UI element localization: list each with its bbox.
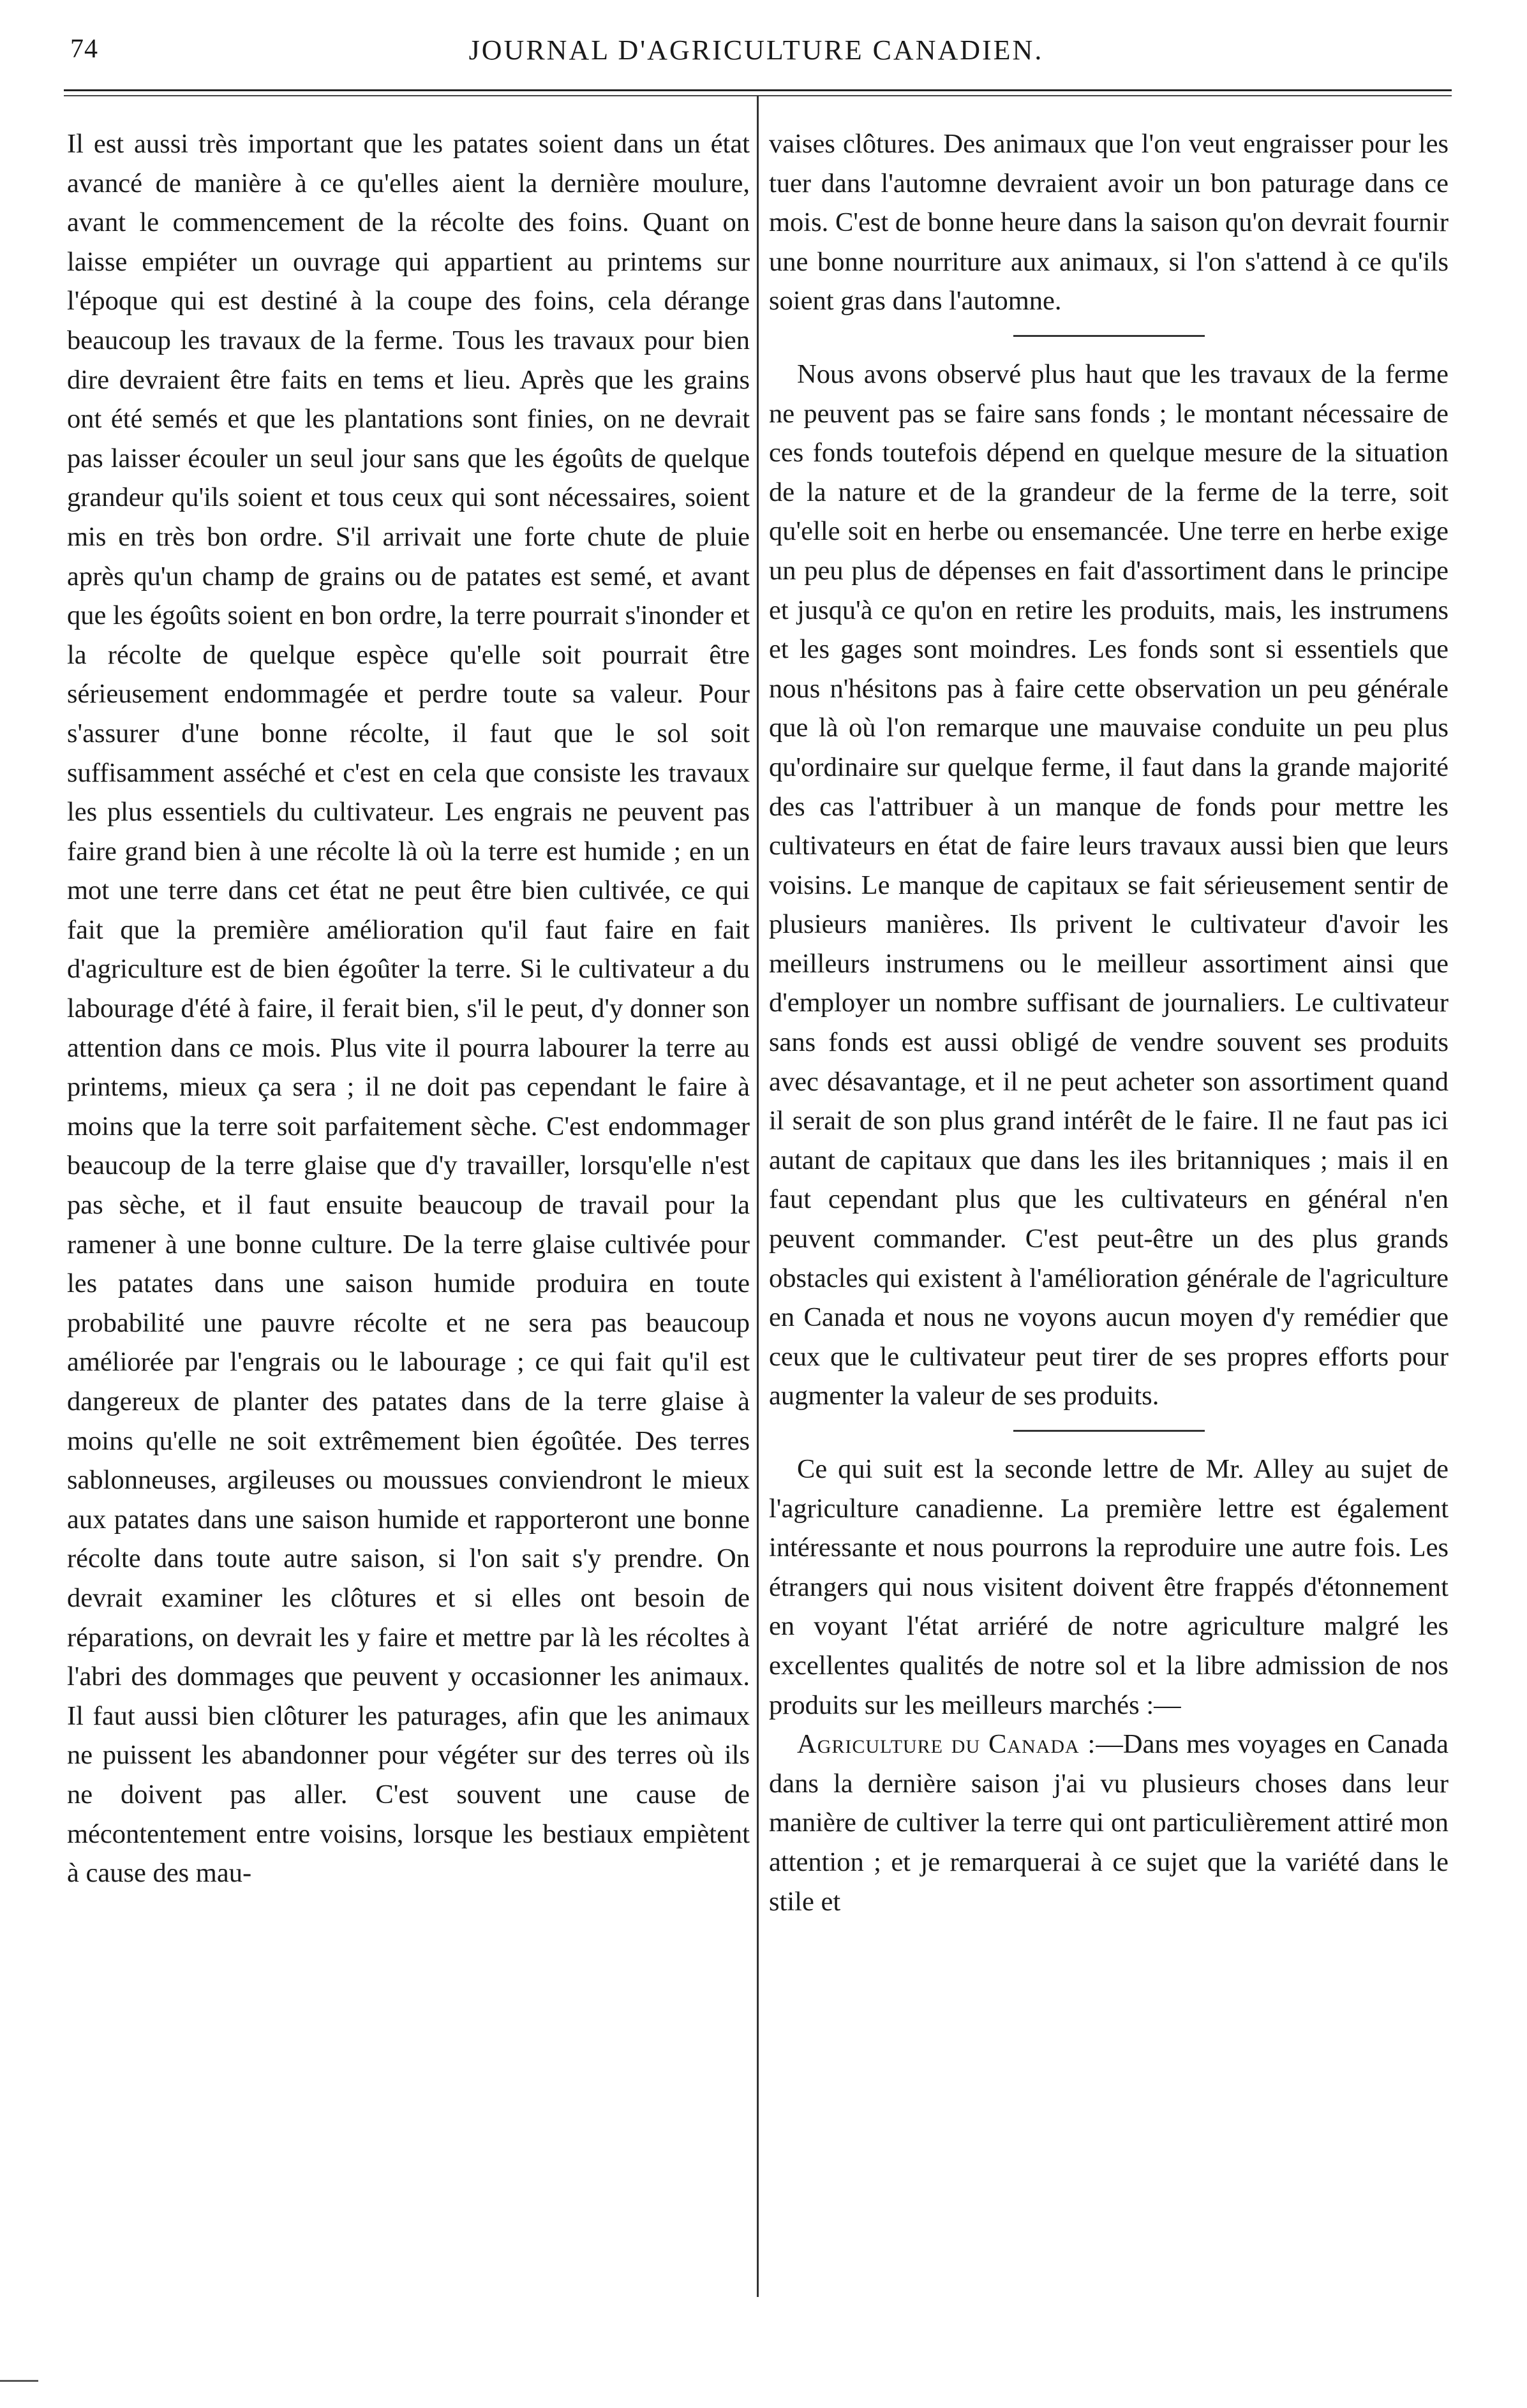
- article-heading: Agriculture du Canada :: [797, 1729, 1096, 1760]
- right-paragraph-4: [769, 1725, 1449, 1921]
- section-separator: [1013, 335, 1205, 337]
- article-body: —Dans mes voyages en Canada dans la dernière saison j'ai vu plusieurs choses dans leur manière de cultiver la terre qui ont particulièrement attiré mon attention ; et je remarquerai à ce sujet que la variété dans le stile et: [769, 1729, 1449, 1917]
- running-title: JOURNAL D'AGRICULTURE CANADIEN.: [468, 34, 1044, 66]
- column-divider: [757, 96, 759, 2297]
- footer-rule: [0, 2380, 38, 2382]
- section-separator: [1013, 1430, 1205, 1432]
- right-paragraph-2: Nous avons observé plus haut que les travaux de la ferme ne peuvent pas se faire sans fonds ; le montant nécessaire de ces fonds toutefois dépend en quelque mesure de la situation de la nature et de la grandeur de la ferme de la terre, soit qu'elle soit en herbe ou ensemancée. Une terre en herbe exige un peu plus de dépenses en fait d'assortiment dans le principe et jusqu'à ce qu'on en retire les produits, mais, les instrumens et les gages sont moindres. Les fonds sont si essentiels que nous n'hésitons pas à faire cette observation un peu générale que là où l'on remarque une mauvaise conduite un peu plus qu'ordinaire sur quelque ferme, il faut dans la grande majorité des cas l'attribuer à un manque de fonds pour mettre les cultivateurs en état de faire leurs travaux aussi bien que leurs voisins. Le manque de capitaux se fait sérieusement sentir de plusieurs manières. Ils privent le cultivateur d'avoir les meilleurs instrumens ou le meilleur assortiment ainsi que d'employer un nombre suffisant de journaliers. Le cultivateur sans fonds est aussi obligé de vendre souvent ses produits avec désavantage, et il ne peut acheter son assortiment quand il serait de son plus grand intérêt de le faire. Il ne faut pas ici autant de capitaux que dans les iles britanniques ; mais il en faut cependant plus que les cultivateurs en général n'en peuvent commander. C'est peut-être un des plus grands obstacles qui existent à l'amélioration générale de l'agriculture en Canada et nous ne voyons aucun moyen d'y remédier que ceux que le cultivateur peut tirer de ses propres efforts pour augmenter la valeur de ses produits.: [769, 359, 1449, 1411]
- right-paragraph-3: Ce qui suit est la seconde lettre de Mr. Alley au sujet de l'agriculture canadienne. La première lettre est également intéressante et nous pourrons la reproduire une autre fois. Les étrangers qui nous visitent doivent être frappés d'étonnement en voyant l'état arriéré de notre agriculture malgré les excellentes qualités de notre sol et la libre admission de nos produits sur les meilleurs marchés :—: [769, 1454, 1449, 1720]
- right-column: [769, 124, 1449, 1921]
- page-header: [64, 29, 1449, 73]
- page-number: 74: [70, 34, 98, 64]
- left-column: [67, 124, 750, 1893]
- left-paragraph-1: Il est aussi très important que les patates soient dans un état avancé de manière à ce qu'elles aient la dernière moulure, avant le commencement de la récolte des foins. Quant on laisse empiéter un ouvrage qui appartient au printems sur l'époque qui est destiné à la coupe des foins, cela dérange beaucoup les travaux de la ferme. Tous les travaux pour bien dire devraient être faits en tems et lieu. Après que les grains ont été semés et que les plantations sont finies, on ne devrait pas laisser écouler un seul jour sans que les égoûts de quelque grandeur qu'ils soient et tous ceux qui sont nécessaires, soient mis en très bon ordre. S'il arrivait une forte chute de pluie après qu'un champ de grains ou de patates est semé, et avant que les égoûts soient en bon ordre, la terre pourrait s'inonder et la récolte de quelque espèce qu'elle soit pourrait être sérieusement endommagée et perdre toute sa valeur. Pour s'assurer d'une bonne récolte, il faut que le sol soit suffisamment asséché et c'est en cela que consiste les travaux les plus essentiels du cultivateur. Les engrais ne peuvent pas faire grand bien à une récolte là où la terre est humide ; en un mot une terre dans cet état ne peut être bien cultivée, ce qui fait que la première amélioration qu'il faut faire en fait d'agriculture est de bien égoûter la terre. Si le cultivateur a du labourage d'été à faire, il ferait bien, s'il le peut, d'y donner son attention dans ce mois. Plus vite il pourra labourer la terre au printems, mieux ça sera ; il ne doit pas cependant le faire à moins que la terre soit parfaitement sèche. C'est endommager beaucoup de la terre glaise que d'y travailler, lorsqu'elle n'est pas sèche, et il faut ensuite beaucoup de travail pour la ramener à une bonne culture. De la terre glaise cultivée pour les patates dans une saison humide produira en toute probabilité une pauvre récolte et ne sera pas beaucoup améliorée par l'engrais ou le labourage ; ce qui fait qu'il est dangereux de planter des patates dans de la terre glaise à moins qu'elle ne soit extrêmement bien égoûtée. Des terres sablonneuses, argileuses ou moussues conviendront le mieux aux patates dans une saison humide et rapporteront une bonne récolte dans toute autre saison, si l'on sait s'y prendre. On devrait examiner les clôtures et si elles ont besoin de réparations, on devrait les y faire et mettre par là les récoltes à l'abri des dommages que peuvent y occasionner les animaux. Il faut aussi bien clôturer les paturages, afin que les animaux ne puissent les abandonner pour végéter sur des terres où ils ne doivent pas aller. C'est souvent une cause de mécontentement entre voisins, lorsque les bestiaux empiètent à cause des mau-: [67, 129, 750, 1889]
- right-paragraph-1: vaises clôtures. Des animaux que l'on veut engraisser pour les tuer dans l'automne devraient avoir un bon paturage dans ce mois. C'est de bonne heure dans la saison qu'on devrait fournir une bonne nourriture aux animaux, si l'on s'attend à ce qu'ils soient gras dans l'automne.: [769, 129, 1449, 316]
